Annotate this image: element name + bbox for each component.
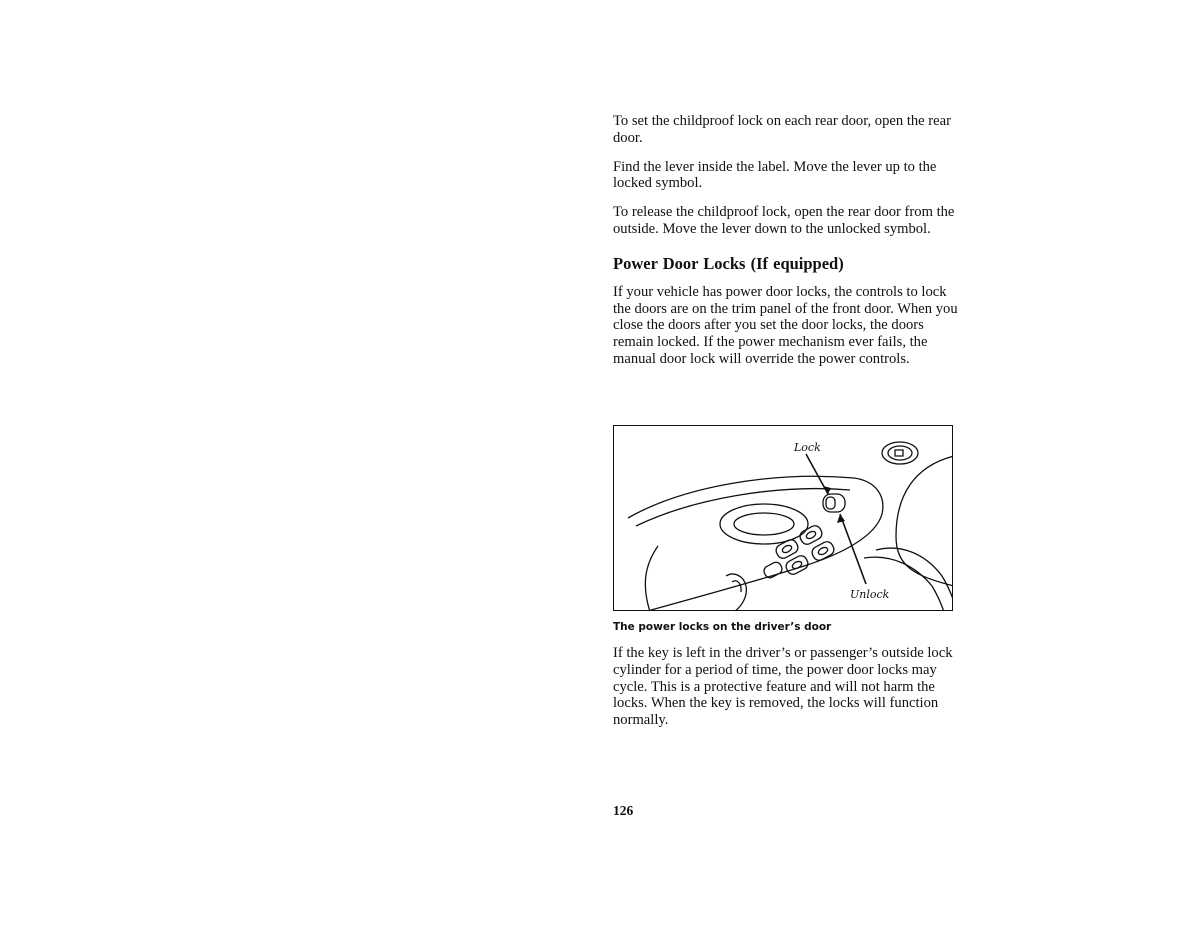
- unlock-label: Unlock: [850, 588, 890, 601]
- power-locks-illustration: [613, 425, 953, 611]
- paragraph-set-childproof: To set the childproof lock on each rear door, open the rear door.: [613, 113, 951, 146]
- door-panel-drawing: [614, 426, 953, 611]
- paragraph-key-left-in-lock: If the key is left in the driver’s or passenger’s outside lock cylinder for a period of time, the power door locks may cycle. This is a protective feature and will not harm the locks. When the key is removed, the locks will function normally.: [613, 645, 953, 729]
- window-switch-cluster: [762, 524, 836, 580]
- paragraph-release-childproof: To release the childproof lock, open the rear door from the outside. Move the lever down to the unlocked symbol.: [613, 204, 955, 237]
- text-column: [613, 113, 963, 380]
- figure-caption: The power locks on the driver’s door: [613, 621, 832, 633]
- text-after-figure: [613, 645, 963, 741]
- lock-label: Lock: [794, 441, 821, 454]
- page-number: 126: [613, 803, 634, 818]
- paragraph-power-locks-intro: If your vehicle has power door locks, the controls to lock the doors are on the trim panel of the front door. When you close the doors after you set the door locks, the doors remain locked. If the power mechanism ever fails, the manual door lock will override the power controls.: [613, 283, 958, 367]
- section-heading-power-door-locks: Power Door Locks (If equipped): [613, 253, 844, 273]
- paragraph-find-lever: Find the lever inside the label. Move the lever up to the locked symbol.: [613, 158, 937, 192]
